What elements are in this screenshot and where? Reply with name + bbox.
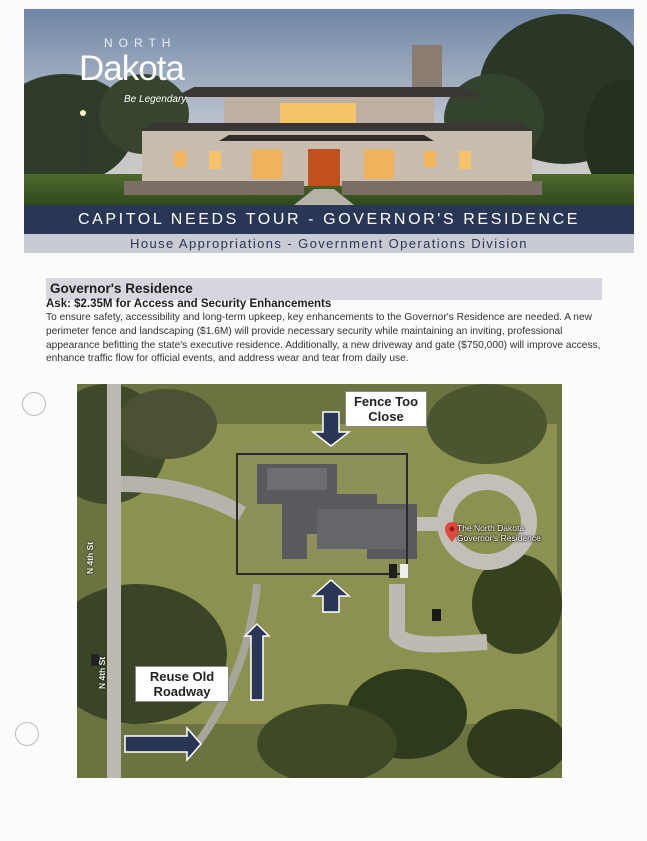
hole-punch-mark — [22, 392, 46, 416]
fence-callout: Fence Too Close — [345, 391, 427, 427]
banner-subtitle: House Appropriations - Government Operations Division — [24, 234, 634, 253]
street-label-n4th-upper: N 4th St — [85, 541, 95, 574]
street-label-n4th-lower: N 4th St — [97, 656, 107, 689]
roadway-callout: Reuse Old Roadway — [135, 666, 229, 702]
section-paragraph: To ensure safety, accessibility and long-term upkeep, key enhancements to the Governor's Residence are needed. A new perimeter fence and landscaping ($1.6M) will provide necessary security while maintaining an inviting, professional appearance befitting the state's executive residence. Additionally, a new driveway and gate ($750,000) will improve access, enhance traffic flow for official events, and address wear and tear from daily use. — [46, 312, 601, 365]
hole-punch-mark — [15, 722, 39, 746]
banner-title: CAPITOL NEEDS TOUR - GOVERNOR'S RESIDENCE — [24, 205, 634, 234]
residence-map-label: The North Dakota Governor's Residence — [457, 523, 541, 543]
logo-north-text: NORTH — [104, 36, 177, 50]
funding-ask: Ask: $2.35M for Access and Security Enhancements — [46, 298, 332, 310]
logo-tagline: Be Legendary. — [124, 94, 189, 105]
residence-photo — [24, 9, 634, 205]
logo-dakota-text: Dakota — [79, 49, 184, 88]
aerial-map — [77, 384, 562, 778]
section-heading: Governor's Residence — [46, 278, 602, 300]
aerial-map-illustration — [77, 384, 562, 778]
